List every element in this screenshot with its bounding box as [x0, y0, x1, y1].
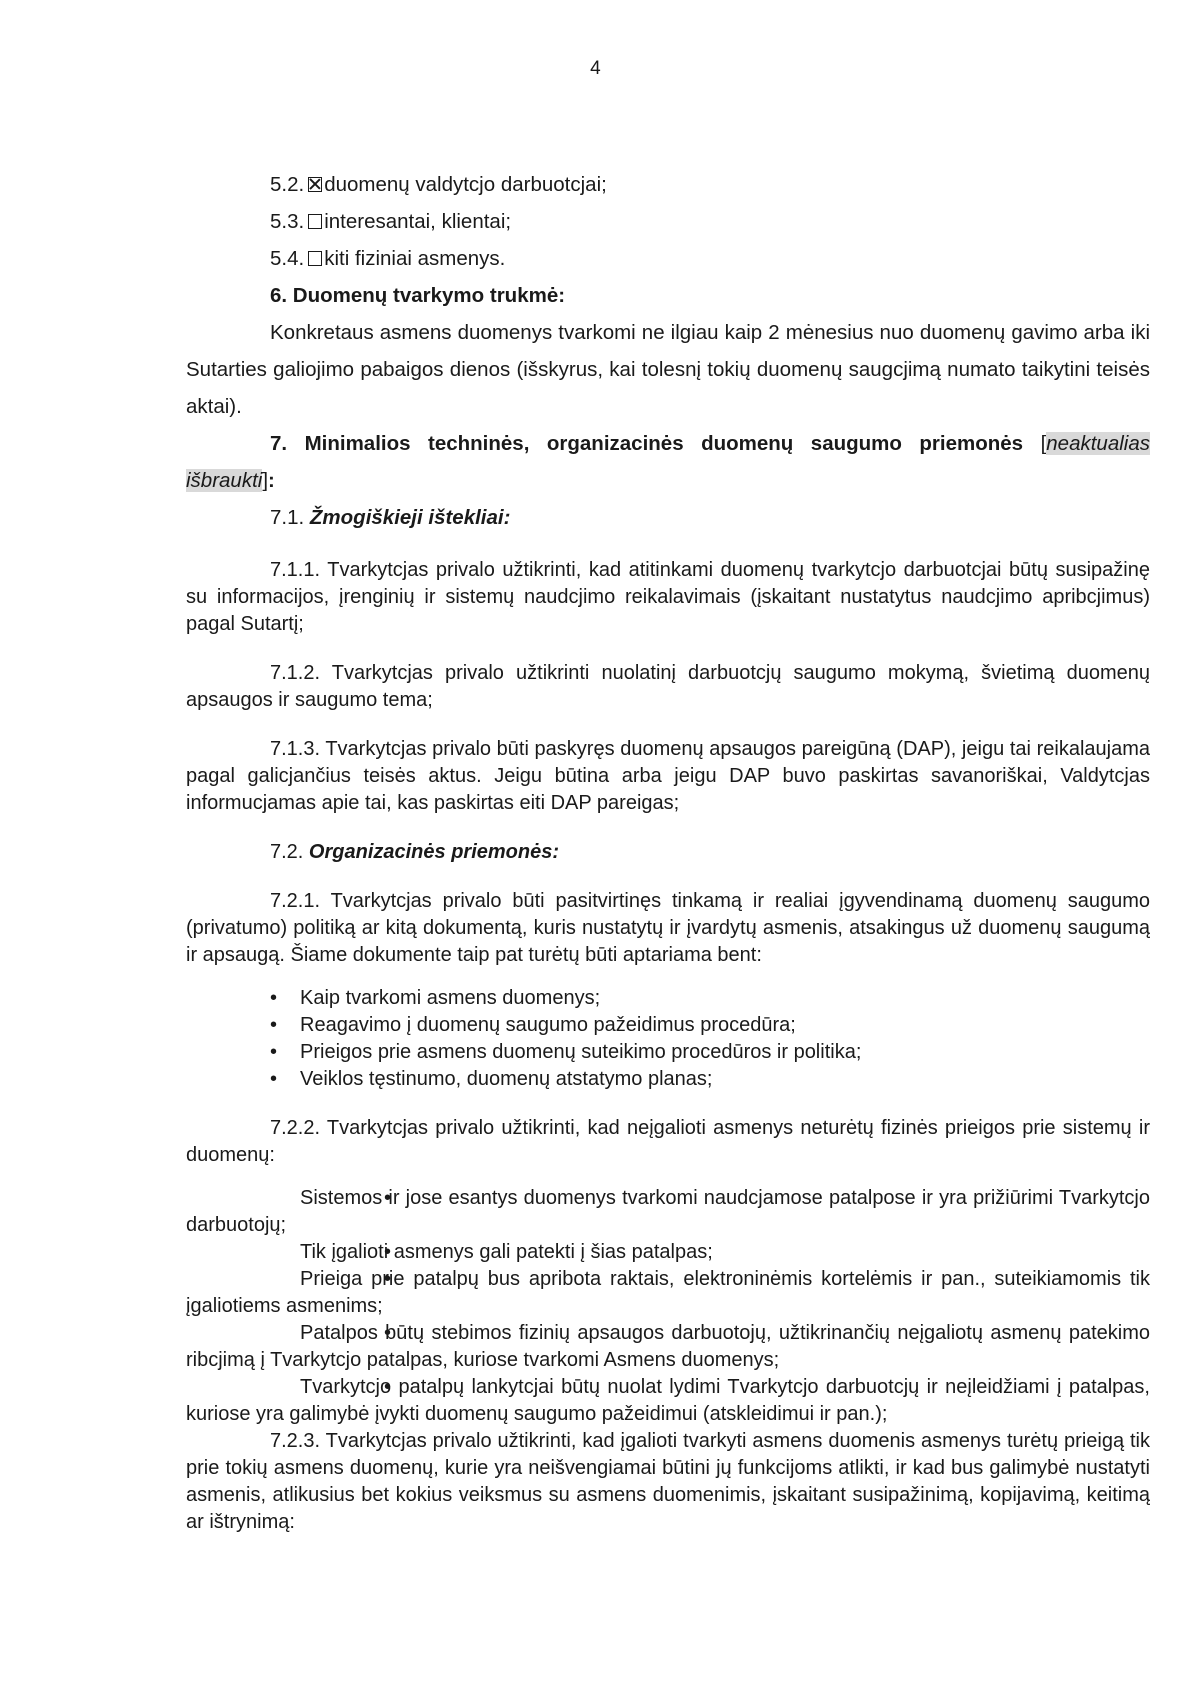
paragraph-7-1-2: 7.1.2. Tvarkytcjas privalo užtikrinti nuolatinį darbuotcjų saugumo mokymą, švietimą duomenų apsaugos ir saugumo tema; — [186, 662, 1150, 711]
paragraph-7-1-3: 7.1.3. Tvarkytcjas privalo būti paskyręs duomenų apsaugos pareigūną (DAP), jeigu tai reikalaujama pagal galicjančius teisės aktus. Jeigu būtina arba jeigu DAP buvo paskirtas savanoriškai, Valdytcjas informucjamas apie tai, kas paskirtas eiti DAP pareigas; — [186, 738, 1150, 814]
item-text: kiti fiziniai asmenys. — [324, 247, 506, 270]
item-5-4 — [186, 240, 1150, 277]
item-number: 5.2. — [270, 173, 305, 196]
section-7-2-title: Organizacinės priemonės: — [308, 841, 559, 863]
checkbox-unchecked-icon[interactable] — [308, 214, 322, 229]
section-7-body — [186, 557, 1150, 1536]
section-5-6-7 — [186, 166, 1150, 536]
list-item: • Reagavimo į duomenų saugumo pažeidimus procedūra; — [186, 1012, 1150, 1039]
list-item: • Kaip tvarkomi asmens duomenys; — [186, 985, 1150, 1012]
list-item: • Patalpos būtų stebimos fizinių apsaugos darbuotojų, užtikrinančių neįgaliotų asmenų patekimo ribcjimą į Tvarkytcjo patalpas, kuriose tvarkomi Asmens duomenys; — [186, 1320, 1150, 1374]
paragraph-7-2-2: 7.2.2. Tvarkytcjas privalo užtikrinti, kad neįgalioti asmenys neturėtų fizinės prieigos prie sistemų ir duomenų: — [186, 1117, 1150, 1166]
list-item: • Veiklos tęstinumo, duomenų atstatymo planas; — [186, 1066, 1150, 1093]
paragraph-7-2-3: 7.2.3. Tvarkytcjas privalo užtikrinti, kad įgalioti tvarkyti asmens duomenis asmenys turėtų prieigą tik prie tokių asmens duomenų, kurie yra neišvengiamai būtini jų funkcijoms atlikti, ir kad bus galimybė nustatyti asmenis, atlikusius bet kokius veiksmus su asmens duomenimis, įskaitant susipažinimą, kopijavimą, keitimą ar ištrynimą: — [186, 1430, 1150, 1533]
section-7-2-number: 7.2. — [270, 841, 304, 863]
section-6-heading: 6. Duomenų tvarkymo trukmė: — [270, 284, 566, 307]
checkbox-unchecked-icon[interactable] — [308, 251, 322, 266]
bracket-close: ] — [262, 469, 269, 492]
section-7-1-title: Žmogiškieji ištekliai: — [309, 506, 511, 529]
bullet-list-7-2-1 — [186, 985, 1150, 1093]
page-number: 4 — [590, 58, 601, 79]
item-text: interesantai, klientai; — [324, 210, 512, 233]
paragraph-7-1-1: 7.1.1. Tvarkytcjas privalo užtikrinti, kad atitinkami duomenų tvarkytcjo darbuotcjai būtų susipažinę su informacijos, įrenginių ir sistemų naudcjimo reikalavimais (įskaitant nustatytus naudcjimo apribcjimus) pagal Sutartį; — [186, 559, 1150, 635]
list-item: • Prieigos prie asmens duomenų suteikimo procedūros ir politika; — [186, 1039, 1150, 1066]
section-7-1-heading — [186, 499, 1150, 536]
item-5-3 — [186, 203, 1150, 240]
list-item: • Tik įgalioti asmenys gali patekti į šias patalpas; — [186, 1239, 1150, 1266]
list-item: • Sistemos ir jose esantys duomenys tvarkomi naudcjamose patalpose ir yra prižiūrimi Tvarkytcjo darbuotojų; — [186, 1185, 1150, 1239]
item-5-2 — [186, 166, 1150, 203]
item-number: 5.4. — [270, 247, 305, 270]
bracket-open: [ — [1023, 432, 1047, 455]
list-item: • Prieiga prie patalpų bus apribota raktais, elektroninėmis kortelėmis ir pan., suteikiamomis tik įgaliotiems asmenims; — [186, 1266, 1150, 1320]
section-7-heading — [186, 425, 1150, 499]
section-6-text: Konkretaus asmens duomenys tvarkomi ne ilgiau kaip 2 mėnesius nuo duomenų gavimo arba iki Sutarties galiojimo pabaigos dienos (išskyrus, kai tolesnį tokių duomenų saugcjimą numato taikytini teisės aktai). — [186, 321, 1150, 418]
item-number: 5.3. — [270, 210, 305, 233]
section-7-title: 7. Minimalios techninės, organizacinės duomenų saugumo priemonės — [270, 432, 1024, 455]
item-text: duomenų valdytcjo darbuotcjai; — [324, 173, 607, 196]
checkbox-checked-icon[interactable] — [308, 177, 322, 192]
section-7-colon: : — [268, 469, 275, 492]
section-7-2-heading — [186, 839, 1150, 866]
section-7-1-number: 7.1. — [270, 506, 305, 529]
bullet-list-7-2-2 — [186, 1185, 1150, 1428]
list-item: • Tvarkytcjo patalpų lankytcjai būtų nuolat lydimi Tvarkytcjo darbuotcjų ir neįleidžiami į patalpas, kuriose yra galimybė įvykti duomenų saugumo pažeidimui (atskleidimui ir pan.); — [186, 1374, 1150, 1428]
section-7-note: neaktualias išbraukti — [186, 432, 1150, 492]
paragraph-7-2-1: 7.2.1. Tvarkytcjas privalo būti pasitvirtinęs tinkamą ir realiai įgyvendinamą duomenų saugumo (privatumo) politiką ar kitą dokumentą, kuris nustatytų ir įvardytų asmenis, atsakingus už duomenų saugumą ir apsaugą. Šiame dokumente taip pat turėtų būti aptariama bent: — [186, 890, 1150, 966]
